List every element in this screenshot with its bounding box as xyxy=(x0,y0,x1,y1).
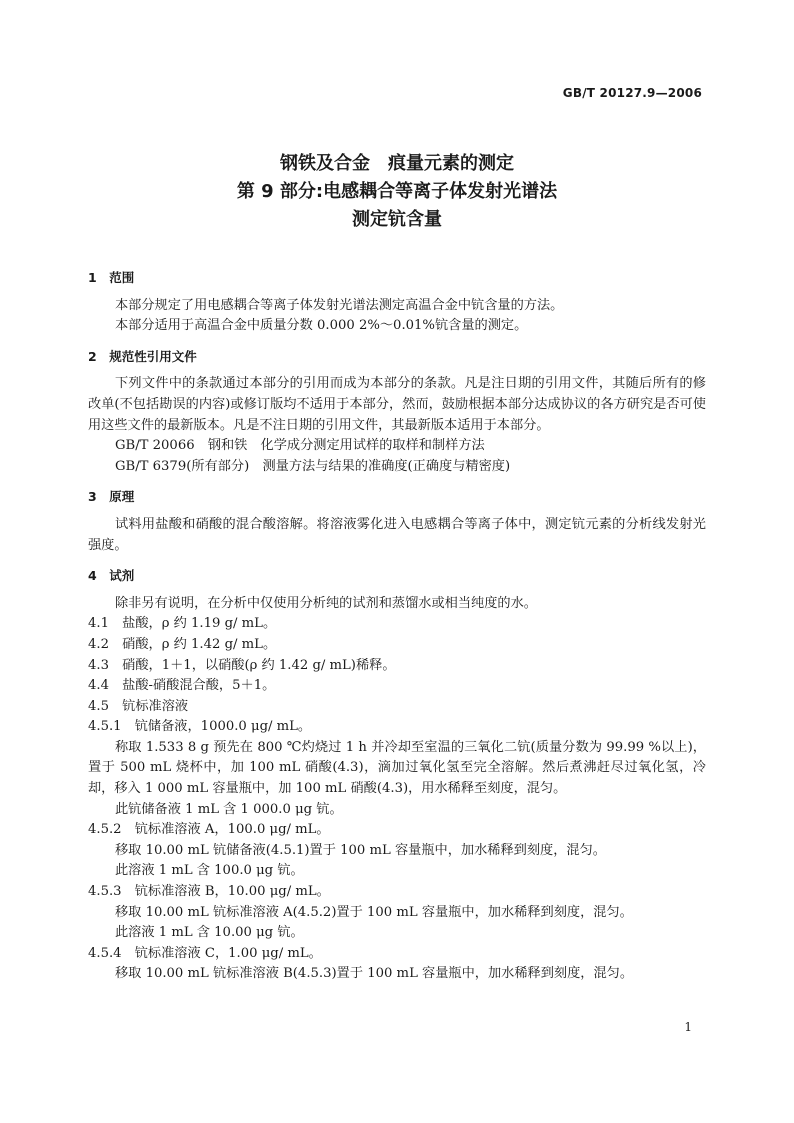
section-heading-principle: 3 原理 xyxy=(88,489,135,505)
clause-4-1: 4.1 盐酸，ρ 约 1.19 g/ mL。 xyxy=(88,616,277,632)
title-line-1: 钢铁及合金 痕量元素的测定 xyxy=(280,153,514,174)
reference-item: GB/T 20066 钢和铁 化学成分测定用试样的取样和制样方法 xyxy=(115,438,485,454)
standard-code: GB/T 20127.9—2006 xyxy=(562,86,702,100)
title-line-3: 测定钪含量 xyxy=(352,209,442,230)
section-heading-scope: 1 范围 xyxy=(88,270,135,285)
clause-4-3: 4.3 硝酸，1＋1，以硝酸(ρ 约 1.42 g/ mL)稀释。 xyxy=(88,657,396,673)
clause-4-5-2: 4.5.2 钪标准溶液 A，100.0 μg/ mL。 xyxy=(88,822,330,838)
paragraph: 本部分适用于高温合金中质量分数 0.000 2%～0.01%钪含量的测定。 xyxy=(115,318,528,334)
paragraph: 移取 10.00 mL 钪标准溶液 B(4.5.3)置于 100 mL 容量瓶中，加水稀释到刻度，混匀。 xyxy=(115,966,634,982)
paragraph: 此溶液 1 mL 含 100.0 μg 钪。 xyxy=(115,863,304,879)
paragraph: 此钪储备液 1 mL 含 1 000.0 μg 钪。 xyxy=(115,801,343,817)
clause-4-2: 4.2 硝酸，ρ 约 1.42 g/ mL。 xyxy=(88,636,277,652)
paragraph: 下列文件中的条款通过本部分的引用而成为本部分的条款。凡是注日期的引用文件，其随后所有的修改单(不包括勘误的内容)或修订版均不适用于本部分，然而，鼓励根据本部分达成协议的各方研究是否可使用这些文件的最新版本。凡是不注日期的引用文件，其最新版本适用于本部分。 xyxy=(88,376,706,433)
clause-4-5-4: 4.5.4 钪标准溶液 C，1.00 μg/ mL。 xyxy=(88,945,322,961)
clause-4-5: 4.5 钪标准溶液 xyxy=(88,698,189,714)
paragraph: 移取 10.00 mL 钪标准溶液 A(4.5.2)置于 100 mL 容量瓶中，加水稀释到刻度，混匀。 xyxy=(115,904,633,920)
clause-4-5-1: 4.5.1 钪储备液，1000.0 μg/ mL。 xyxy=(88,719,312,735)
page-number: 1 xyxy=(684,1020,692,1034)
paragraph: 此溶液 1 mL 含 10.00 μg 钪。 xyxy=(115,925,304,941)
clause-4-5-3: 4.5.3 钪标准溶液 B，10.00 μg/ mL。 xyxy=(88,884,330,900)
title-line-2: 第 9 部分:电感耦合等离子体发射光谱法 xyxy=(236,181,558,202)
paragraph: 试料用盐酸和硝酸的混合酸溶解。将溶液雾化进入电感耦合等离子体中，测定钪元素的分析线发射光强度。 xyxy=(88,516,706,553)
clause-4-4: 4.4 盐酸-硝酸混合酸，5＋1。 xyxy=(88,678,276,694)
section-heading-reagents: 4 试剂 xyxy=(88,568,135,584)
reference-item: GB/T 6379(所有部分) 测量方法与结果的准确度(正确度与精密度) xyxy=(115,458,511,474)
document-body xyxy=(88,268,706,985)
paragraph: 称取 1.533 8 g 预先在 800 ℃灼烧过 1 h 并冷却至室温的三氧化二钪(质量分数为 99.99 %以上)，置于 500 mL 烧杯中，加 100 mL 硝酸(4.3)，滴加过氧化氢至完全溶解。然后煮沸赶尽过氧化氢，冷却，移入 1 000 mL 容量瓶中，加 100 mL 硝酸(4.3)，用水稀释至刻度，混匀。 xyxy=(88,739,706,797)
paragraph: 本部分规定了用电感耦合等离子体发射光谱法测定高温合金中钪含量的方法。 xyxy=(115,297,564,313)
document-title xyxy=(0,150,794,234)
section-heading-normative-references: 2 规范性引用文件 xyxy=(88,348,197,364)
paragraph: 除非另有说明，在分析中仅使用分析纯的试剂和蒸馏水或相当纯度的水。 xyxy=(115,595,537,611)
paragraph: 移取 10.00 mL 钪储备液(4.5.1)置于 100 mL 容量瓶中，加水稀释到刻度，混匀。 xyxy=(115,842,606,858)
